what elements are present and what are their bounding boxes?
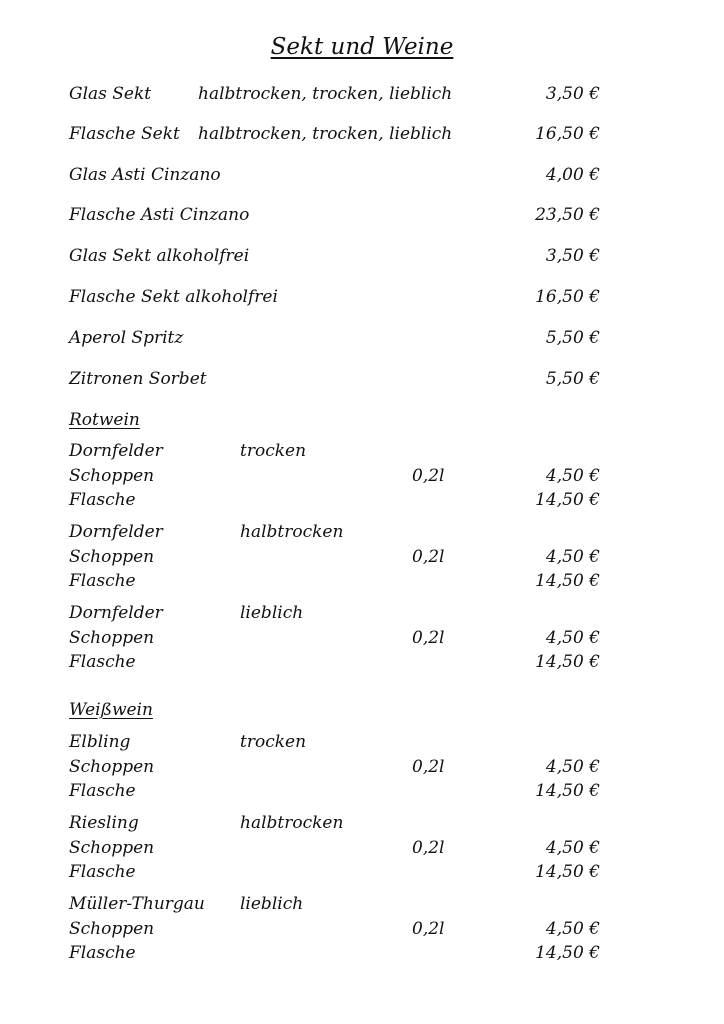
item-name: Flasche Asti Cinzano: [69, 205, 250, 225]
bottle-price: 14,50 €: [535, 943, 600, 963]
item-name: Flasche Sekt: [69, 124, 180, 144]
bottle-price: 14,50 €: [535, 652, 600, 672]
wine-name: Riesling: [69, 813, 139, 833]
serving-label: Schoppen: [69, 919, 155, 939]
bottle-label: Flasche: [69, 490, 136, 510]
item-price: 5,50 €: [545, 328, 600, 348]
item-name: Zitronen Sorbet: [69, 369, 207, 389]
item-price: 3,50 €: [545, 84, 600, 104]
serving-price: 4,50 €: [545, 628, 600, 648]
page-title: Sekt und Weine: [270, 34, 454, 60]
serving-label: Schoppen: [69, 757, 155, 777]
wine-style: lieblich: [240, 603, 304, 623]
serving-volume: 0,2l: [412, 547, 445, 567]
item-price: 16,50 €: [535, 124, 600, 144]
section-heading-rotwein: Rotwein: [69, 410, 140, 430]
item-price: 5,50 €: [545, 369, 600, 389]
wine-name: Müller-Thurgau: [69, 894, 205, 914]
wine-style: trocken: [240, 732, 307, 752]
serving-price: 4,50 €: [545, 547, 600, 567]
wine-name: Elbling: [69, 732, 131, 752]
wine-style: lieblich: [240, 894, 304, 914]
serving-price: 4,50 €: [545, 919, 600, 939]
item-price: 16,50 €: [535, 287, 600, 307]
serving-volume: 0,2l: [412, 466, 445, 486]
serving-label: Schoppen: [69, 466, 155, 486]
item-description: halbtrocken, trocken, lieblich: [198, 124, 453, 144]
wine-name: Dornfelder: [69, 603, 163, 623]
serving-price: 4,50 €: [545, 466, 600, 486]
bottle-label: Flasche: [69, 571, 136, 591]
wine-style: halbtrocken: [240, 813, 344, 833]
item-name: Flasche Sekt alkoholfrei: [69, 287, 278, 307]
wine-style: trocken: [240, 441, 307, 461]
wine-name: Dornfelder: [69, 522, 163, 542]
bottle-label: Flasche: [69, 652, 136, 672]
bottle-price: 14,50 €: [535, 571, 600, 591]
wine-name: Dornfelder: [69, 441, 163, 461]
wine-style: halbtrocken: [240, 522, 344, 542]
item-price: 3,50 €: [545, 246, 600, 266]
bottle-label: Flasche: [69, 862, 136, 882]
serving-label: Schoppen: [69, 838, 155, 858]
item-description: halbtrocken, trocken, lieblich: [198, 84, 453, 104]
bottle-price: 14,50 €: [535, 781, 600, 801]
serving-volume: 0,2l: [412, 919, 445, 939]
item-price: 23,50 €: [535, 205, 600, 225]
item-name: Glas Sekt alkoholfrei: [69, 246, 250, 266]
item-price: 4,00 €: [545, 165, 600, 185]
item-name: Glas Sekt: [69, 84, 152, 104]
serving-label: Schoppen: [69, 547, 155, 567]
bottle-price: 14,50 €: [535, 862, 600, 882]
bottle-label: Flasche: [69, 943, 136, 963]
serving-volume: 0,2l: [412, 628, 445, 648]
item-name: Glas Asti Cinzano: [69, 165, 221, 185]
serving-volume: 0,2l: [412, 757, 445, 777]
bottle-price: 14,50 €: [535, 490, 600, 510]
bottle-label: Flasche: [69, 781, 136, 801]
serving-price: 4,50 €: [545, 838, 600, 858]
serving-label: Schoppen: [69, 628, 155, 648]
serving-price: 4,50 €: [545, 757, 600, 777]
item-name: Aperol Spritz: [69, 328, 184, 348]
serving-volume: 0,2l: [412, 838, 445, 858]
section-heading-weisswein: Weißwein: [69, 700, 153, 720]
